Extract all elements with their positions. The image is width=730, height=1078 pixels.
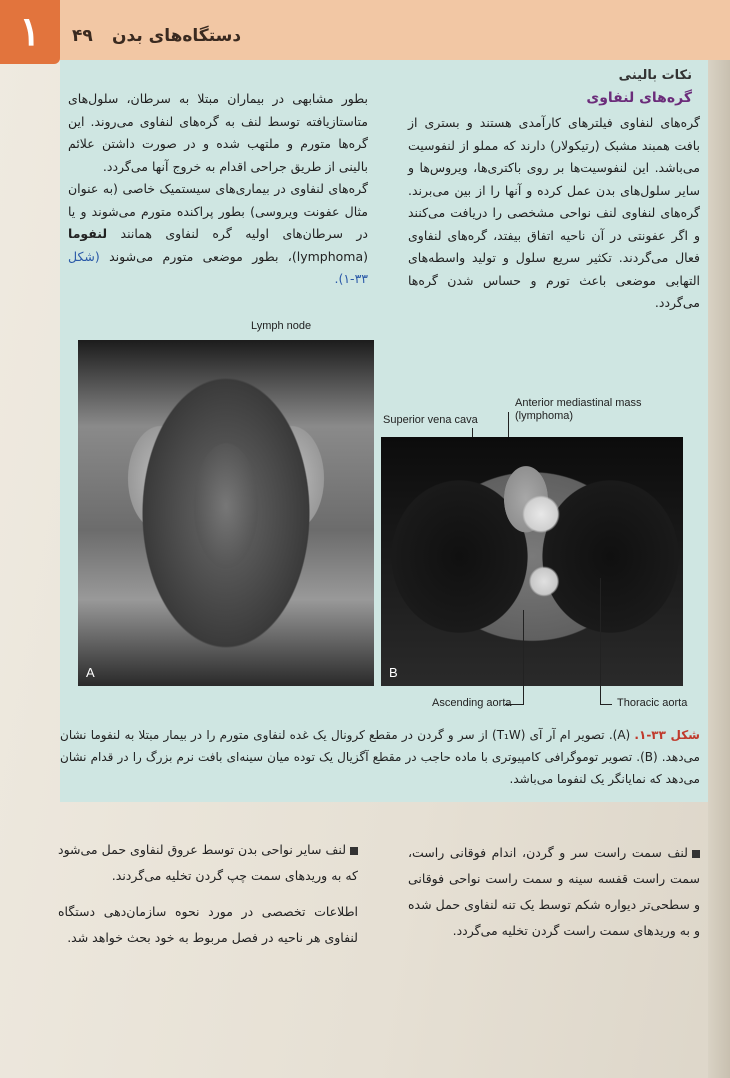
caption-text: (A). تصویر ام آر آی (T₁W) از سر و گردن در مقطع کرونال یک غده لنفاوی متورم را در بیمار مبتلا به لنفوما نشان می‌دهد. (B). تصویر توموگرافی کامپیوتری با ماده حاجب در مقطع آگزیال یک توده میان سینه‌ای بافت نرم بزرگ را در قدام نشان می‌دهد که نمایانگر یک لنفوما می‌باشد. — [60, 728, 700, 786]
bullet-icon — [692, 850, 700, 858]
label-lymphoma: (lymphoma) — [515, 410, 574, 422]
topic-title: گره‌های لنفاوی — [586, 90, 692, 106]
ct-axial-image — [381, 437, 683, 686]
leader-line — [600, 578, 601, 704]
box-right-column — [408, 112, 700, 315]
panel-label-b: B — [389, 665, 398, 680]
bottom-left-bullet — [58, 837, 358, 889]
box-left-paragraph-2 — [68, 178, 368, 291]
page-edge — [708, 60, 730, 1078]
panel-label-a: A — [86, 665, 95, 680]
leader-line — [523, 610, 524, 704]
leader-line — [600, 704, 612, 705]
page-header — [0, 0, 730, 60]
paragraph-text: گره‌های لنفاوی در بیماری‌های سیستمیک خاصی (به عنوان مثال عفونت ویروسی) بطور پراکنده متورم می‌شوند و یا در سرطان‌های اولیه گره لنفاوی همانند — [68, 181, 368, 241]
paragraph-text: لنف سایر نواحی بدن توسط عروق لنفاوی حمل می‌شود که به وریدهای سمت چپ گردن تخلیه می‌گردند. — [58, 842, 358, 883]
figure-caption — [60, 724, 700, 790]
box-right-paragraph: گره‌های لنفاوی فیلترهای کارآمدی هستند و بستری از بافت همبند مشبک (رتیکولار) دارند که مملو از لنفوسیت می‌باشد. این لنفوسیت‌ها بر روی باکتری‌ها، ویروس‌ها و سایر سلول‌های بدن عمل کرده و آنها را از بین می‌برند. گره‌های لنفاوی لنف نواحی مشخصی را دریافت می‌کنند و اگر عفونتی در آن ناحیه اتفاق بیفتد، گره‌های لنفاوی فعال می‌گردند. تکثیر سریع سلول و تولید واسطه‌های التهابی موضعی باعث تورم و حساس شدن گره‌ها می‌گردد. — [408, 115, 700, 310]
running-title: دستگاه‌های بدن — [112, 26, 242, 46]
bottom-left-column — [58, 837, 358, 961]
caption-number: شکل ۳۳-۱. — [634, 728, 700, 742]
bottom-right-column — [408, 840, 700, 954]
box-heading: نکات بالینی — [618, 68, 692, 83]
box-left-column — [68, 88, 368, 291]
label-lymph-node: Lymph node — [251, 320, 312, 332]
paragraph-text: لنف سمت راست سر و گردن، اندام فوقانی راست، سمت راست قفسه سینه و سمت راست نواحی فوقانی و سطحی‌تر دیواره شکم توسط یک تنه لنفاوی حمل شده و به وریدهای سمت راست گردن تخلیه می‌گردد. — [408, 845, 700, 938]
label-anterior-mediastinal-mass: Anterior mediastinal mass — [515, 397, 642, 409]
page-number: ۴۹ — [72, 26, 93, 46]
label-thoracic-aorta: Thoracic aorta — [617, 697, 688, 709]
term-lymphoma: لنفوما — [68, 226, 108, 241]
figure-reference: (شکل ۳۳-۱). — [68, 248, 368, 286]
label-superior-vena-cava: Superior vena cava — [383, 414, 478, 426]
label-ascending-aorta: Ascending aorta — [432, 697, 512, 709]
bullet-icon — [350, 847, 358, 855]
bottom-left-paragraph: اطلاعات تخصصی در مورد نحوه سازمان‌دهی دستگاه لنفاوی هر ناحیه در فصل مربوط به خود بحث خواهد شد. — [58, 904, 358, 945]
box-left-paragraph-1: بطور مشابهی در بیماران مبتلا به سرطان، سلول‌های متاستازیافته توسط لنف به گره‌های لنفاوی می‌روند. این گره‌ها متورم و ملتهب شده و در صورت داشتن علائم بالینی از طریق جراحی اقدام به خروج آنها می‌گردد. — [68, 91, 368, 174]
chapter-tab: ۱ — [0, 0, 60, 64]
paragraph-text: (lymphoma)، بطور موضعی متورم می‌شوند — [109, 248, 368, 264]
mri-coronal-image — [78, 340, 374, 686]
bottom-right-paragraph — [408, 840, 700, 944]
